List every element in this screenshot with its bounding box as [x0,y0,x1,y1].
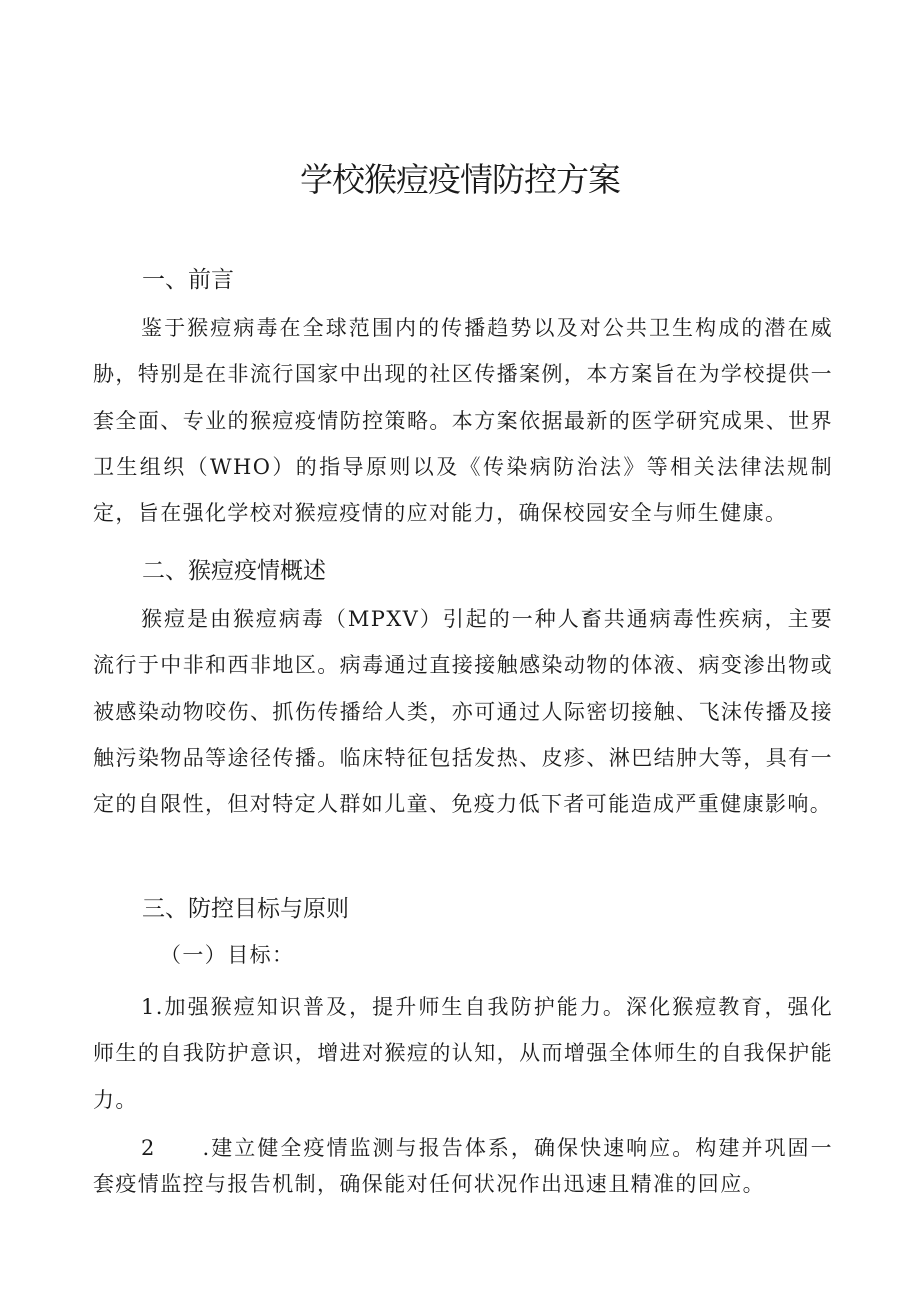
paragraph-goal-1: 1.加强猴痘知识普及，提升师生自我防护能力。深化猴痘教育，强化师生的自我防护意识，增进对猴痘的认知，从而增强全体师生的自我保护能力。 [93,995,833,1112]
section-heading-goals: 三、防控目标与原则 [142,896,349,922]
document-title: 学校猴痘疫情防控方案 [300,160,620,199]
section-heading-preface: 一、前言 [142,267,234,293]
paragraph-preface: 鉴于猴痘病毒在全球范围内的传播趋势以及对公共卫生构成的潜在威胁，特别是在非流行国家中出现的社区传播案例，本方案旨在为学校提供一套全面、专业的猴痘疫情防控策略。本方案依据最新的医学研究成果、世界卫生组织（WHO）的指导原则以及《传染病防治法》等相关法律法规制定，旨在强化学校对猴痘疫情的应对能力，确保校园安全与师生健康。 [93,316,833,526]
paragraph-goal-2: 2 .建立健全疫情监测与报告体系，确保快速响应。构建并巩固一套疫情监控与报告机制，确保能对任何状况作出迅速且精准的回应。 [93,1136,833,1196]
subheading-goals: （一）目标： [160,943,295,967]
paragraph-overview: 猴痘是由猴痘病毒（MPXV）引起的一种人畜共通病毒性疾病，主要流行于中非和西非地区。病毒通过直接接触感染动物的体液、病变渗出物或被感染动物咬伤、抓伤传播给人类，亦可通过人际密切接触、飞沫传播及接触污染物品等途径传播。临床特征包括发热、皮疹、淋巴结肿大等，具有一定的自限性，但对特定人群如儿童、免疫力低下者可能造成严重健康影响。 [93,607,833,817]
section-heading-overview: 二、猴痘疫情概述 [142,558,326,584]
